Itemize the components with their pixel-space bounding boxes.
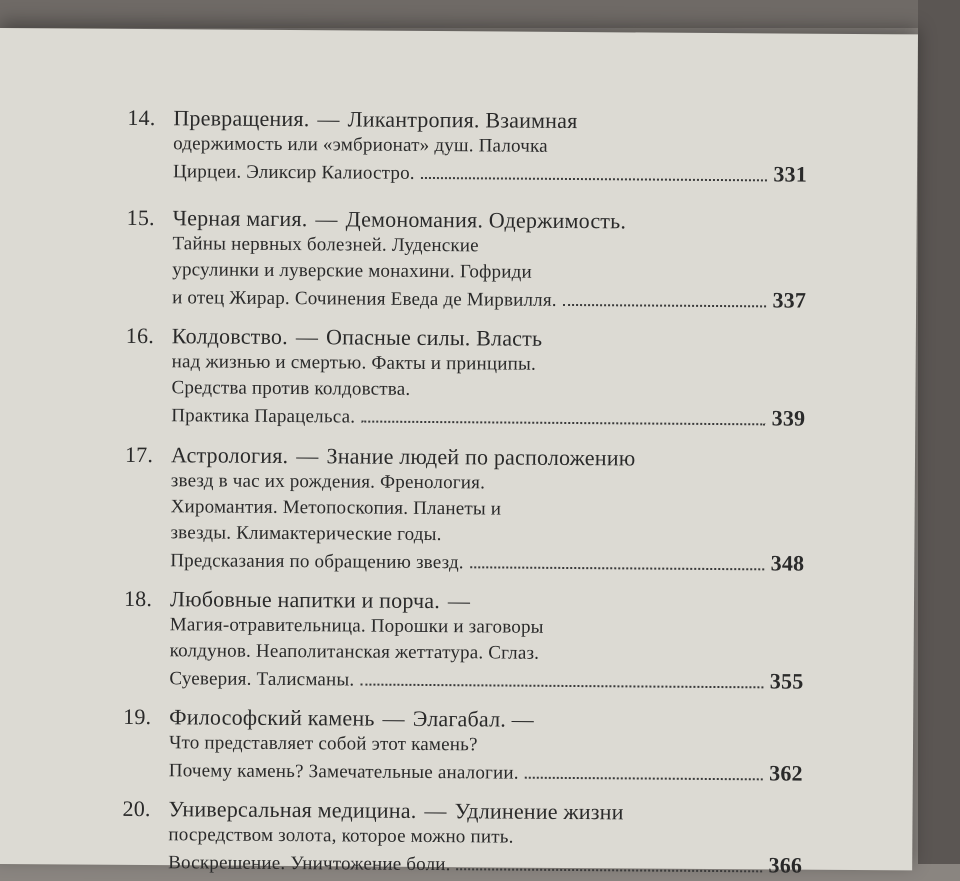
chapter-summary-end: Практика Парацельса.: [171, 405, 356, 428]
chapter-title: Колдовство.: [171, 323, 288, 350]
chapter-summary-end: Воскрешение. Уничтожение боли.: [168, 852, 451, 876]
chapter-title: Астрология.: [170, 442, 289, 469]
chapter-summary-end: Предсказания по обращению звезд.: [170, 550, 464, 574]
chapter-summary-start: Ликантропия. Взаимная: [347, 106, 578, 134]
em-dash: —: [295, 324, 319, 350]
chapter-summary-start: Удлинение жизни: [454, 798, 624, 825]
dot-leader: [525, 777, 763, 781]
toc-entry-last-line: [123, 756, 803, 787]
toc-entry: [123, 586, 804, 695]
toc-entry: [123, 704, 804, 787]
em-dash: —: [315, 206, 338, 232]
chapter-summary-end: Цирцеи. Эликсир Калиостро.: [172, 161, 415, 184]
book-page: [0, 28, 918, 878]
dot-leader: [360, 684, 763, 689]
toc-entry: [127, 105, 808, 188]
chapter-title: Черная магия.: [172, 205, 308, 232]
chapter-summary-start: Знание людей по расположению: [326, 443, 636, 471]
chapter-summary-line: Магия-отравительница. Порошки и заговоры: [169, 614, 544, 638]
chapter-summary-line: Хиромантия. Метопоскопия. Планеты и: [170, 496, 502, 520]
toc-entry-last-line: [126, 283, 806, 314]
dot-leader: [457, 868, 763, 872]
page-number: 331: [773, 161, 808, 187]
toc-entry: [126, 205, 807, 314]
dot-leader: [470, 566, 765, 570]
em-dash: —: [317, 106, 340, 132]
chapter-summary-start: Элагабал. —: [412, 705, 535, 732]
toc-entry-last-line: [122, 848, 802, 879]
toc-entry: [124, 442, 805, 577]
em-dash: —: [296, 443, 319, 469]
chapter-summary-line: Средства против колдовства.: [171, 377, 411, 400]
chapter-title: Превращения.: [173, 105, 310, 132]
page-number: 362: [769, 760, 803, 786]
page-number: 355: [769, 668, 804, 694]
chapter-summary-line: урсулинки и луверские монахини. Гофриди: [172, 259, 532, 283]
chapter-number: 17.: [124, 441, 154, 468]
chapter-summary-line: звезды. Климактерические годы.: [170, 522, 442, 546]
toc-entry-last-line: [124, 546, 804, 577]
chapter-title: Любовные напитки и порча.: [169, 586, 441, 614]
chapter-number: 20.: [122, 795, 151, 822]
toc-entry: [122, 796, 803, 879]
page-number: 337: [772, 287, 807, 313]
chapter-number: 19.: [123, 703, 152, 730]
page-number: 348: [770, 550, 805, 576]
toc-entry: [125, 323, 806, 432]
dot-leader: [361, 421, 765, 426]
chapter-summary-line: над жизнью и смертью. Факты и принципы.: [171, 351, 537, 375]
table-of-contents: [0, 28, 918, 878]
em-dash: —: [424, 797, 447, 824]
chapter-title: Универсальная медицина.: [168, 796, 417, 823]
chapter-summary-start: Демономания. Одержимость.: [345, 206, 627, 234]
chapter-summary-end: Суеверия. Талисманы.: [169, 668, 355, 691]
dot-leader: [563, 304, 767, 307]
toc-entry-last-line: [127, 157, 807, 188]
chapter-title: Философский камень: [169, 704, 375, 731]
chapter-summary-end: Почему камень? Замечательные аналогии.: [168, 760, 519, 784]
chapter-summary-line: посредством золота, которое можно пить.: [168, 824, 514, 848]
chapter-number: 14.: [127, 104, 156, 131]
toc-entry-last-line: [125, 401, 805, 432]
chapter-summary-start: Опасные силы. Власть: [326, 324, 543, 351]
page-number: 366: [768, 852, 803, 878]
page-edge: [918, 0, 960, 864]
chapter-summary-line: Что представляет собой этот камень?: [168, 732, 478, 756]
chapter-summary-line: Тайны нервных болезней. Луденские: [172, 233, 479, 257]
chapter-number: 16.: [125, 322, 155, 349]
chapter-summary-end: и отец Жирар. Сочинения Еведа де Мирвилля.: [172, 287, 557, 311]
em-dash: —: [447, 588, 471, 614]
em-dash: —: [382, 705, 405, 731]
toc-entry-last-line: [123, 664, 803, 695]
page-number: 339: [771, 405, 806, 431]
chapter-summary-line: колдунов. Неаполитанская жеттатура. Сглаз.: [169, 640, 540, 664]
chapter-summary-line: звезд в час их рождения. Френология.: [170, 470, 486, 494]
dot-leader: [421, 177, 768, 181]
chapter-summary-line: одержимость или «эмбрионат» душ. Палочка: [173, 133, 548, 157]
chapter-number: 18.: [123, 585, 153, 612]
spine-shadow: [0, 0, 960, 28]
chapter-number: 15.: [126, 204, 155, 231]
